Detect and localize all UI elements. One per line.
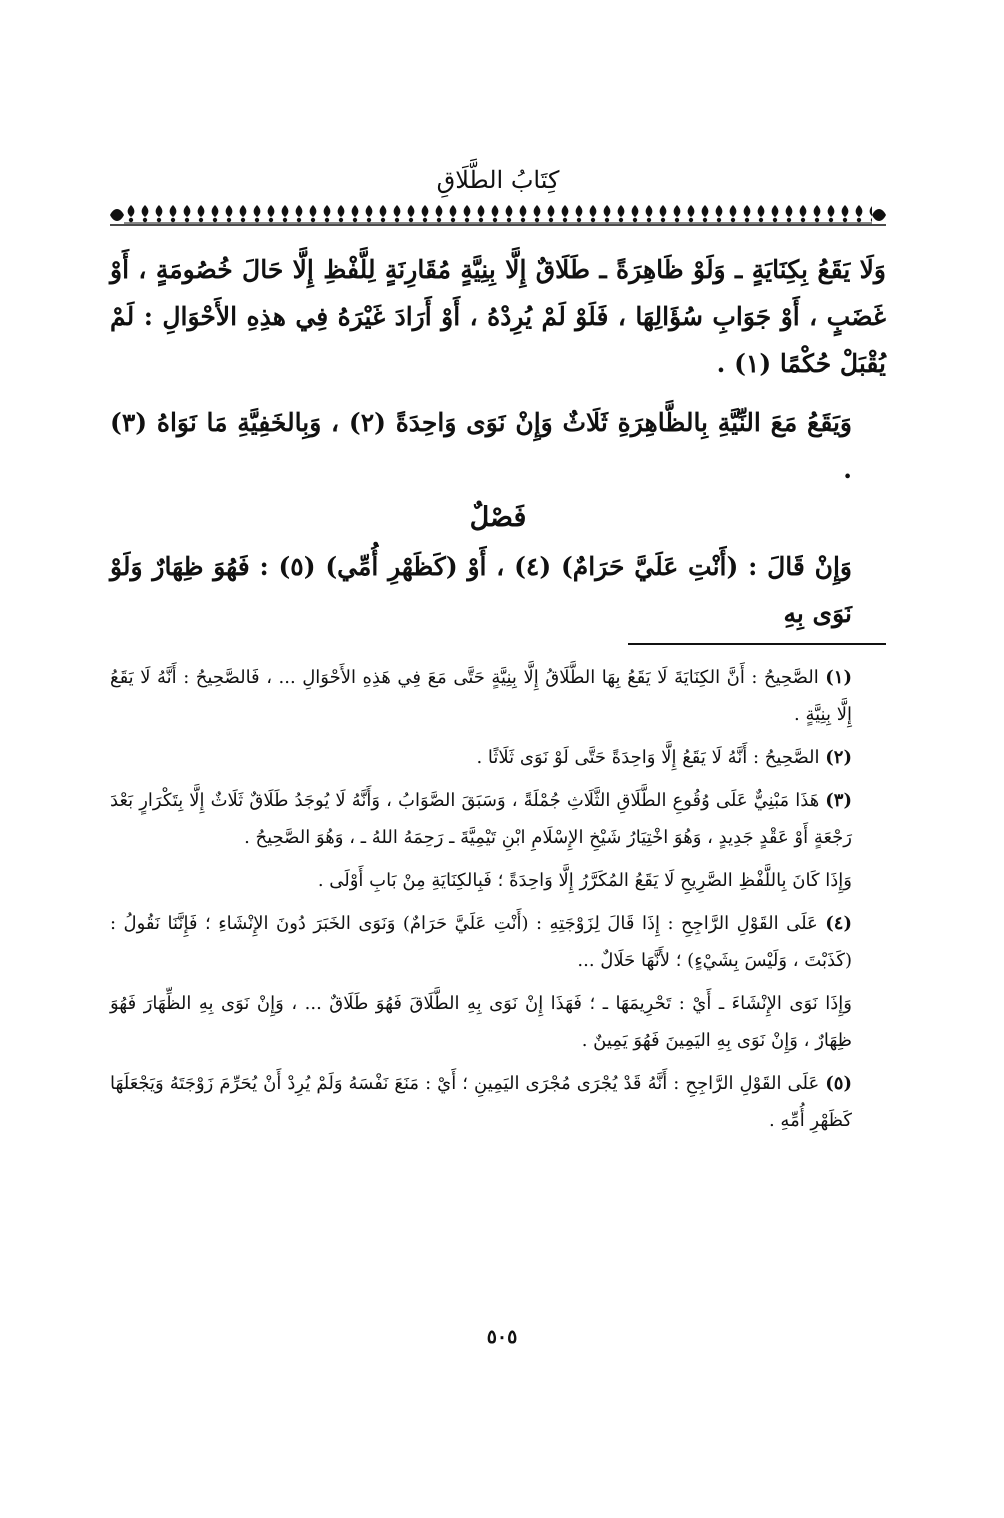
footnote-number: (٤) — [825, 913, 852, 934]
main-paragraph-1: وَلَا يَقَعُ بِكِنَايَةٍ ـ وَلَوْ ظَاهِرَةً ـ طَلَاقٌ إِلَّا بِنِيَّةٍ مُقَارِنَةٍ لِلَّفْظِ إِلَّا حَالَ خُصُومَةٍ ، أَوْ غَضَبٍ ، أَوْ جَوَابِ سُؤَالِهَا ، فَلَوْ لَمْ يُرِدْهُ ، أَوْ أَرَادَ غَيْرَهُ فِي هذِهِ الأَحْوَالِ : لَمْ يُقْبَلْ حُكْمًا (١) . — [110, 255, 886, 378]
footnote-text: الصَّحِيحُ : أَنَّ الكِنَايَةَ لَا يَقَعُ بِهَا الطَّلَاقُ إِلَّا بِنِيَّةٍ حَتَّى مَعَ فِي هَذِهِ الأَحْوَالِ ... ، فَالصَّحِيحُ : أَنَّهُ لَا يَقَعُ إِلَّا بِنِيَّةٍ . — [110, 667, 852, 725]
page-number: ٥٠٥ — [486, 1326, 518, 1348]
footnote-number: (١) — [825, 667, 852, 688]
footnote-4 — [110, 905, 886, 979]
footnote-number: (٣) — [825, 790, 852, 811]
page-body — [110, 160, 886, 1145]
footnote-3-continuation: وَإِذَا كَانَ بِاللَّفْظِ الصَّرِيحِ لَا يَقَعُ المُكَرَّرُ إِلَّا وَاحِدَةً ؛ فَبِالكِنَايَةِ مِنْ بَابِ أَوْلَى . — [317, 870, 852, 891]
footnote-text: هَذَا مَبْنِيٌّ عَلَى وُقُوعِ الطَّلَاقِ الثَّلَاثِ جُمْلَةً ، وَسَبَقَ الصَّوَابُ ، وَأَنَّهُ لَا يُوجَدُ طَلَاقٌ ثَلَاثٌ إِلَّا بِتَكْرَارٍ بَعْدَ رَجْعَةٍ أَوْ عَقْدٍ جَدِيدٍ ، وَهُوَ اخْتِيَارُ شَيْخِ الإِسْلَامِ ابْنِ تَيْمِيَّةَ ـ رَحِمَهُ اللهُ ـ ، وَهُوَ الصَّحِيحُ . — [110, 790, 852, 848]
footnote-number: (٢) — [825, 747, 852, 768]
running-title: كِتَابُ الطَّلَاقِ — [436, 166, 560, 194]
footnote-5 — [110, 1065, 886, 1139]
footnote-text: عَلَى القَوْلِ الرَّاجِحِ : أَنَّهُ قَدْ يُجْرَى مُجْرَى اليَمِينِ ؛ أَيْ : مَنَعَ نَفْسَهُ وَلَمْ يُرِدْ أَنْ يُحَرِّمَ زَوْجَتَهُ وَيَجْعَلَهَا كَظَهْرِ أُمِّهِ . — [110, 1073, 852, 1131]
section-heading: فَصْلٌ — [469, 502, 527, 533]
footnote-text: عَلَى القَوْلِ الرَّاجِحِ : إِذَا قَالَ لِزَوْجَتِهِ : (أَنْتِ عَلَيَّ حَرَامٌ) وَنَوَى الخَبَرَ دُونَ الإِنْشَاءِ ؛ فَإِنَّنَا نَقُولُ : (كَذَبْتَ ، وَلَيْسَ بِشَيْءٍ) ؛ لأَنَّهَا حَلَالٌ ... — [110, 913, 852, 971]
footnote-4-continuation: وَإِذَا نَوَى الإِنْشَاءَ ـ أَيْ : تَحْرِيمَهَا ـ ؛ فَهَذَا إِنْ نَوَى بِهِ الطَّلَاقَ فَهُوَ طَلَاقٌ ... ، وَإِنْ نَوَى بِهِ الظِّهَارَ فَهُوَ ظِهَارٌ ، وَإِنْ نَوَى بِهِ اليَمِينَ فَهُوَ يَمِينٌ . — [110, 993, 852, 1051]
footnote-number: (٥) — [825, 1073, 852, 1094]
ornament-border — [110, 204, 886, 226]
footnote-1 — [110, 659, 886, 733]
main-paragraph-2: وَيَقَعُ مَعَ النِّيَّةِ بِالظَّاهِرَةِ ثَلَاثٌ وَإِنْ نَوَى وَاحِدَةً (٢) ، وَبِالخَفِيَّةِ مَا نَوَاهُ (٣) . — [110, 408, 852, 484]
footnote-3 — [110, 782, 886, 856]
footnotes — [110, 659, 886, 1139]
main-text — [110, 246, 886, 637]
main-paragraph-3: وَإِنْ قَالَ : (أَنْتِ عَلَيَّ حَرَامٌ) (٤) ، أَوْ (كَظَهْرِ أُمِّي) (٥) : فَهُوَ ظِهَارٌ وَلَوْ نَوَى بِهِ — [110, 552, 853, 628]
footnote-text: الصَّحِيحُ : أَنَّهُ لَا يَقَعُ إِلَّا وَاحِدَةً حَتَّى لَوْ نَوَى ثَلَاثًا . — [476, 747, 826, 768]
footnote-separator — [628, 643, 886, 645]
footnote-2 — [110, 739, 886, 776]
